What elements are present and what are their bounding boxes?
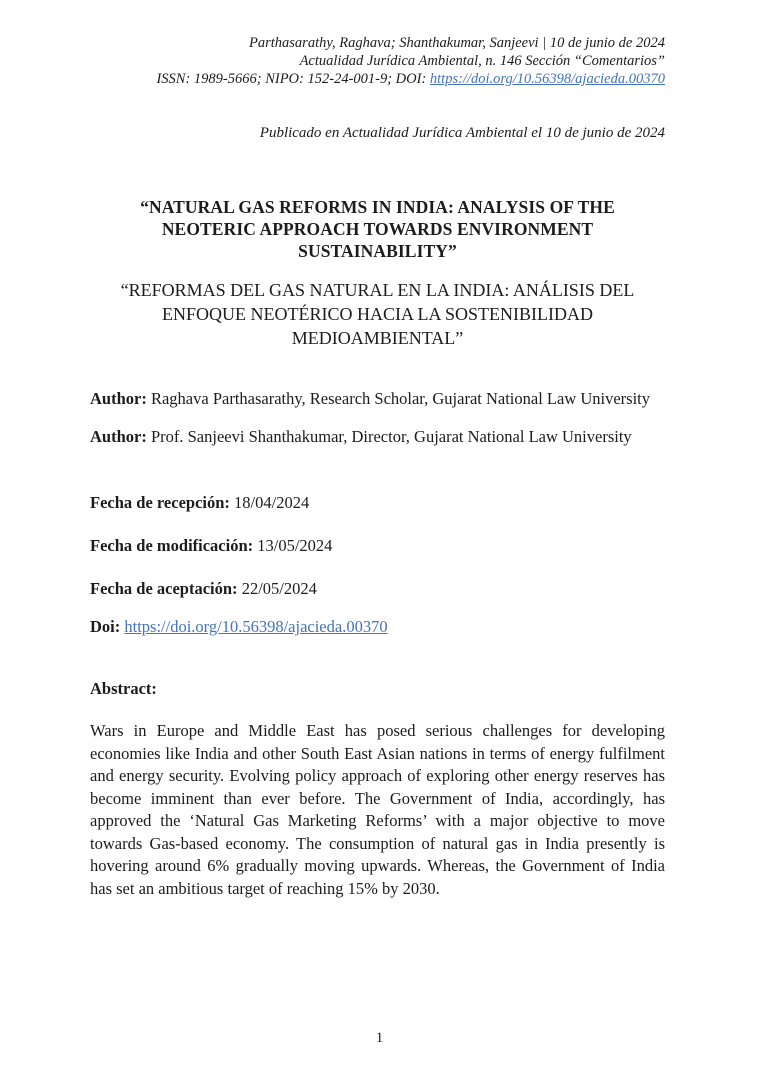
author-line-2: [90, 426, 665, 448]
author-label: Author:: [90, 389, 147, 408]
header-authors-date: Parthasarathy, Raghava; Shanthakumar, Sanjeevi | 10 de junio de 2024: [249, 35, 665, 51]
acceptance-date-value: 22/05/2024: [237, 579, 317, 598]
modification-date-line: [90, 535, 665, 557]
reception-date-label: Fecha de recepción:: [90, 493, 230, 512]
published-line: Publicado en Actualidad Jurídica Ambiental el 10 de junio de 2024: [259, 125, 665, 141]
reception-date-line: [90, 492, 665, 514]
abstract-paragraph: Wars in Europe and Middle East has posed serious challenges for developing economies like India and other South East Asian nations in terms of energy fulfilment and energy security. Evolving policy approach of exploring other energy reserves has become imminent than ever before. The Government of India, accordingly, has approved the ‘Natural Gas Marketing Reforms’ with a major objective to move towards Gas-based economy. The consumption of natural gas in India presently is hovering around 6% gradually moving upwards. Whereas, the Government of India has set an ambitious target of reaching 15% by 2030.: [90, 721, 665, 898]
article-title-spanish: “REFORMAS DEL GAS NATURAL EN LA INDIA: ANÁLISIS DEL ENFOQUE NEOTÉRICO HACIA LA SOSTENIBILIDAD MEDIOAMBIENTAL”: [120, 280, 635, 348]
header-doi-link[interactable]: https://doi.org/10.56398/ajacieda.00370: [429, 71, 665, 87]
authors-section: [90, 388, 665, 448]
acceptance-date-label: Fecha de aceptación:: [90, 579, 238, 598]
abstract-heading: Abstract:: [90, 679, 157, 698]
modification-date-label: Fecha de modificación:: [90, 536, 254, 555]
article-title-english: “NATURAL GAS REFORMS IN INDIA: ANALYSIS OF THE NEOTERIC APPROACH TOWARDS ENVIRONMENT SUSTAINABILITY”: [140, 197, 615, 261]
header-journal-issue: Actualidad Jurídica Ambiental, n. 146 Sección “Comentarios”: [299, 53, 665, 69]
doi-label: Doi:: [90, 617, 121, 636]
header-issn-prefix: ISSN: 1989-5666; NIPO: 152-24-001-9; DOI:: [156, 71, 430, 87]
acceptance-date-line: [90, 578, 665, 600]
author-name-affiliation: Prof. Sanjeevi Shanthakumar, Director, Gujarat National Law University: [146, 427, 632, 446]
journal-header: [90, 34, 665, 88]
doi-line: [90, 616, 665, 638]
author-line-1: [90, 388, 665, 410]
author-label: Author:: [90, 427, 147, 446]
modification-date-value: 13/05/2024: [253, 536, 333, 555]
doi-link[interactable]: https://doi.org/10.56398/ajacieda.00370: [124, 617, 388, 636]
author-name-affiliation: Raghava Parthasarathy, Research Scholar, Gujarat National Law University: [146, 389, 651, 408]
reception-date-value: 18/04/2024: [229, 493, 310, 512]
dates-section: [90, 492, 665, 638]
page-number: 1: [375, 1030, 384, 1046]
header-issn-nipo-doi: [90, 70, 665, 88]
